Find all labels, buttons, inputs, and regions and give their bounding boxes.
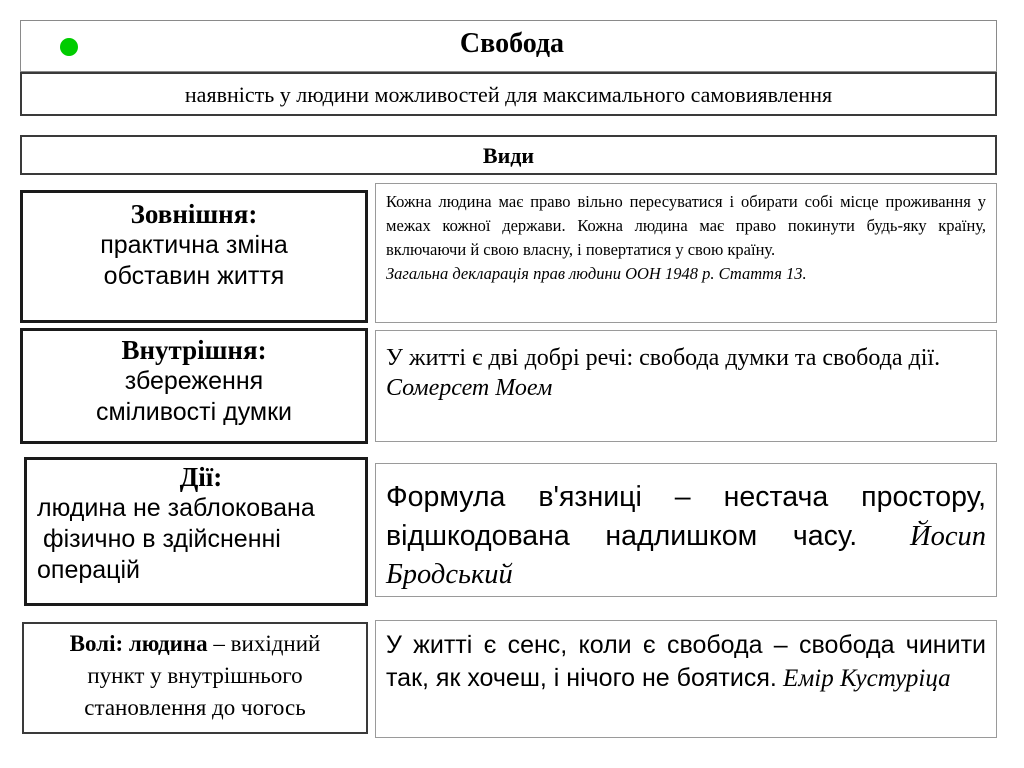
quote-content	[376, 184, 996, 286]
definition: наявність у людини можливостей для максимального самовиявлення	[20, 72, 997, 116]
kind-line: збереження	[124, 367, 264, 395]
quote-content	[376, 464, 996, 594]
kind-line: сміливості думки	[95, 398, 293, 426]
kind-line: обставин життя	[103, 262, 285, 290]
quote-source: Емір Кустуріца	[783, 665, 951, 692]
quote-box	[375, 620, 997, 738]
quote-content	[376, 331, 996, 403]
kind-heading: Дії:	[179, 462, 223, 492]
kind-line: людина не заблокована	[37, 494, 315, 522]
kind-line: пункт у внутрішнього	[87, 663, 303, 688]
kind-will	[22, 622, 368, 734]
kind-line: операцій	[37, 556, 140, 584]
quote-text: У житті є дві добрі речі: свобода думки та свобода дії.	[386, 345, 941, 371]
kind-action	[24, 457, 368, 606]
quote-box	[375, 463, 997, 597]
kind-heading: Волі: людина	[69, 631, 208, 656]
quote-content	[376, 621, 996, 695]
kind-external	[20, 190, 368, 323]
page-title: Свобода	[459, 28, 565, 59]
quote-text: Формула в'язниці – нестача простору, відшкодована надлишком часу.	[386, 481, 986, 552]
quote-source: Йосип Бродський	[386, 521, 986, 590]
kind-line: практична зміна	[100, 231, 288, 259]
kind-line: фізично в здійсненні	[43, 525, 281, 553]
kind-heading: Зовнішня:	[130, 199, 258, 229]
quote-box	[375, 330, 997, 442]
kind-heading-rest: – вихідний	[207, 631, 321, 656]
kind-internal	[20, 328, 368, 444]
kind-heading-line	[24, 628, 366, 660]
kind-line: становлення до чогось	[84, 695, 306, 720]
quote-text: У житті є сенс, коли є свобода – свобода чинити так, як хочеш, і нічого не боятися.	[386, 631, 986, 692]
kind-heading: Внутрішня:	[121, 335, 267, 365]
quote-box	[375, 183, 997, 323]
quote-source: Загальна декларація прав людини ООН 1948 р. Стаття 13.	[386, 264, 807, 283]
kinds-header: Види	[20, 135, 997, 175]
quote-text: Кожна людина має право вільно пересуватися і обирати собі місце проживання у межах кожної держави. Кожна людина має право покинути будь-яку країну, включаючи й свою власну, і повертатися у свою країну.	[386, 192, 986, 259]
quote-source: Сомерсет Моем	[386, 375, 553, 401]
